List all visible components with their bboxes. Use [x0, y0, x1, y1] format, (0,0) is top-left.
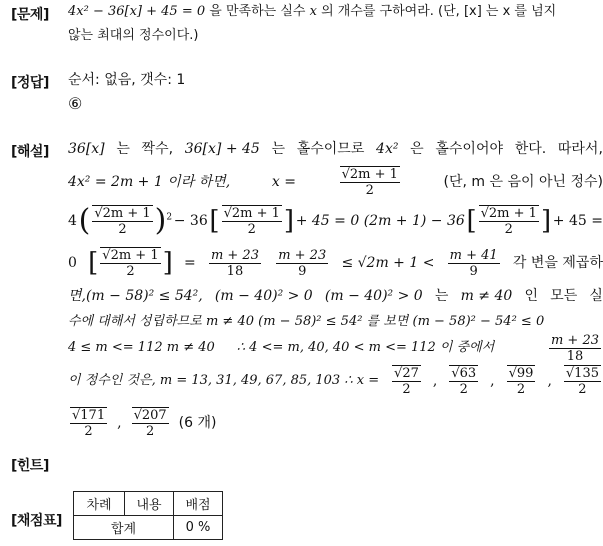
- solution-token: 4x²: [376, 141, 399, 157]
- solution-line-4: 0 [ $\frac{√2m + 1}{2}$ ] = $\frac{m + 23}{18}$ $\frac{m + 23}{9}$ ≤ √2m + 1 < $\frac{m + 41}{9}$ 각 변을 제곱하: [68, 247, 603, 279]
- solution-token: 실: [589, 288, 603, 304]
- problem-label: [문제]: [11, 7, 49, 23]
- solution-token: 홀수이므로: [296, 141, 365, 157]
- root-fraction: $\frac{√207}{2}$: [133, 408, 167, 439]
- solution-token: 는: [116, 141, 130, 157]
- answer-label: [정답]: [11, 75, 49, 91]
- fraction: $\frac{m + 23}{18}$: [210, 247, 259, 279]
- comma: ,: [547, 373, 552, 389]
- score-total-label: 합계: [74, 516, 174, 540]
- score-table-header-row: [74, 492, 223, 516]
- comma: ,: [117, 415, 122, 431]
- root-fraction: $\frac{√63}{2}$: [451, 366, 477, 397]
- solution-token: 은: [410, 141, 424, 157]
- solution-line-1: [68, 139, 603, 159]
- solution-line-9: $\frac{√171}{2}$ , $\frac{√207}{2}$ (6 개): [72, 408, 217, 439]
- comma: ,: [432, 373, 438, 389]
- solution-token: m ≠ 40: [460, 288, 513, 304]
- score-header-content: 내용: [125, 492, 174, 516]
- solution-line-7: 4 ≤ m <= 112 m ≠ 40 ∴ 4 <= m, 40, 40 < m <= 112 이 중에서 $\frac{m + 23}{18}$: [68, 332, 599, 364]
- answer-choice: ⑥: [68, 94, 83, 113]
- solution-token: 36[x]: [68, 141, 105, 157]
- root-fraction: $\frac{√135}{2}$: [565, 366, 599, 397]
- fraction: $\frac{m + 23}{18}$: [550, 332, 599, 364]
- solution-token: (m − 40)² > 0: [324, 288, 423, 304]
- problem-line-2: 않는 최대의 정수이다.): [68, 28, 199, 43]
- fraction: $\frac{√2m + 1}{2}$: [102, 248, 159, 279]
- solution-token: 인: [524, 288, 538, 304]
- answer-line: 순서: 없음, 갯수: 1: [68, 72, 186, 88]
- fraction: $\frac{√2m + 1}{2}$: [94, 206, 151, 237]
- fraction: $\frac{√2m + 1}{2}$: [341, 167, 398, 198]
- solution-token: 36[x] + 45: [184, 141, 260, 157]
- root-fraction: $\frac{√99}{2}$: [508, 366, 534, 397]
- solution-token: 한다.: [514, 141, 547, 157]
- solution-line-6: 수에 대해서 성립하므로 m ≠ 40 (m − 58)² ≤ 54² 를 보면 (m − 58)² − 54² ≤ 0: [68, 314, 545, 329]
- fraction: $\frac{m + 23}{9}$: [278, 247, 327, 279]
- root-fraction: $\frac{√27}{2}$: [394, 366, 419, 397]
- solution-token: 모든: [550, 288, 578, 304]
- comma: ,: [490, 373, 495, 389]
- root-fraction: $\frac{√171}{2}$: [72, 408, 106, 439]
- solution-token: 따라서,: [557, 141, 603, 157]
- solution-token: 홀수이어야: [435, 141, 503, 157]
- solution-line-5: [68, 286, 603, 306]
- solution-token: (m − 40)² > 0: [214, 288, 313, 304]
- solution-token: 는: [271, 141, 286, 157]
- hint-label: [힌트]: [11, 458, 49, 474]
- solution-token: 면,(m − 58)² ≤ 54²,: [68, 288, 203, 304]
- solution-token: 짝수,: [141, 141, 174, 157]
- score-header-points: 배점: [174, 492, 223, 516]
- solution-line-2: 4x² = 2m + 1 이라 하면, x = $\frac{√2m + 1}{2}$ (단, m 은 음이 아닌 정수): [68, 167, 603, 198]
- fraction: $\frac{m + 41}{9}$: [449, 247, 498, 279]
- score-table-total-row: [74, 516, 223, 540]
- fraction: $\frac{√2m + 1}{2}$: [223, 206, 280, 237]
- solution-line-3: 4 ( $\frac{√2m + 1}{2}$ )$^2$ − 36 [ $\frac{√2m + 1}{2}$ ] + 45 = 0 (2m + 1) − 36 [ $\frac{√2m + 1}{2}$ ] + 45 =: [68, 203, 603, 238]
- score-total-value: 0 %: [174, 516, 223, 540]
- solution-line-8: 이 정수인 것은, m = 13, 31, 49, 67, 85, 103 ∴ x = $\frac{√27}{2}$ , $\frac{√63}{2}$ , $\frac{√99}{2}$ , $\frac{√135}{2}$: [68, 366, 599, 397]
- fraction: $\frac{√2m + 1}{2}$: [480, 206, 537, 237]
- problem-line-1: 4x² − 36[x] + 45 = 0 을 만족하는 실수 x 의 개수를 구하여라. (단, [x] 는 x 를 넘지: [68, 4, 557, 19]
- grading-label: [채점표]: [11, 513, 62, 529]
- solution-token: 는: [434, 288, 449, 304]
- score-header-order: 차례: [74, 492, 125, 516]
- score-table: [73, 491, 223, 540]
- solution-label: [해설]: [11, 144, 49, 160]
